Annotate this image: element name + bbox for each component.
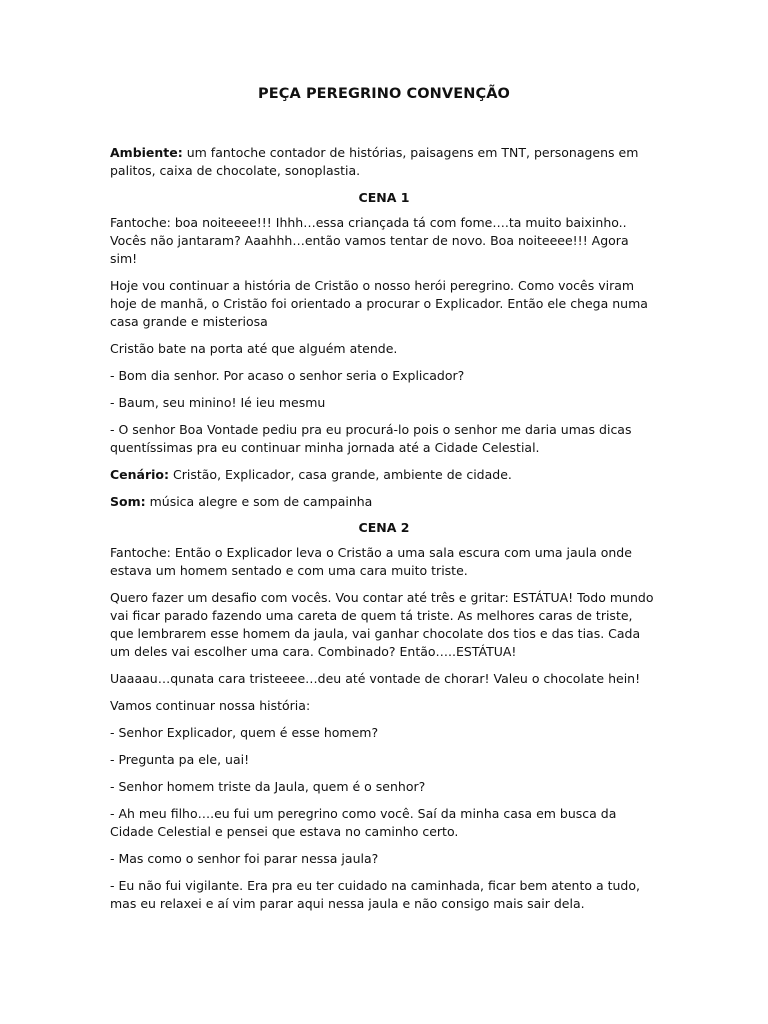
dialogue-line: - Senhor homem triste da Jaula, quem é o senhor? [110, 779, 426, 794]
paragraph: Vamos continuar nossa história: [110, 698, 311, 713]
dialogue-line: - Pregunta pa ele, uai! [110, 752, 250, 767]
scene-heading-2: CENA 2 [358, 520, 410, 535]
cenario-paragraph [110, 466, 658, 484]
ambiente-paragraph [110, 144, 658, 180]
cenario-text: Cristão, Explicador, casa grande, ambiente de cidade. [169, 467, 512, 482]
paragraph: Hoje vou continuar a história de Cristão o nosso herói peregrino. Como vocês viram hoje de manhã, o Cristão foi orientado a procurar o Explicador. Então ele chega numa casa grande e misteriosa [110, 278, 648, 329]
dialogue-line: - Eu não fui vigilante. Era pra eu ter cuidado na caminhada, ficar bem atento a tudo, mas eu relaxei e aí vim parar aqui nessa jaula e não consigo mais sair dela. [110, 878, 640, 911]
scene-heading-1: CENA 1 [358, 190, 410, 205]
fantoche-label: Fantoche: [110, 215, 171, 230]
dialogue-line: - Ah meu filho….eu fui um peregrino como você. Saí da minha casa em busca da Cidade Celestial e pensei que estava no caminho certo. [110, 806, 617, 839]
fantoche-text: boa noiteeee!!! Ihhh…essa criançada tá com fome….ta muito baixinho.. Vocês não jantaram? Aaahhh…então vamos tentar de novo. Boa noiteeee!!! Agora sim! [110, 215, 629, 266]
paragraph: Quero fazer um desafio com vocês. Vou contar até três e gritar: ESTÁTUA! Todo mundo vai ficar parado fazendo uma careta de quem tá triste. As melhores caras de triste, que lembrarem esse homem da jaula, vai ganhar chocolate dos tios e das tias. Cada um deles vai escolher uma cara. Combinado? Então…..ESTÁTUA! [110, 590, 654, 659]
ambiente-label: Ambiente: [110, 145, 183, 160]
som-paragraph [110, 493, 658, 511]
paragraph: Cristão bate na porta até que alguém atende. [110, 341, 398, 356]
paragraph: Fantoche: Então o Explicador leva o Cristão a uma sala escura com uma jaula onde estava um homem sentado e com uma cara muito triste. [110, 545, 632, 578]
document-title: PEÇA PEREGRINO CONVENÇÃO [258, 86, 510, 102]
dialogue-line: - Senhor Explicador, quem é esse homem? [110, 725, 379, 740]
som-label: Som: [110, 494, 146, 509]
cenario-label: Cenário: [110, 467, 170, 482]
ambiente-text: um fantoche contador de histórias, paisagens em TNT, personagens em palitos, caixa de chocolate, sonoplastia. [110, 145, 639, 178]
paragraph: Uaaaau…qunata cara tristeeee…deu até vontade de chorar! Valeu o chocolate hein! [110, 671, 641, 686]
som-text: música alegre e som de campainha [145, 494, 373, 509]
dialogue-line: - Mas como o senhor foi parar nessa jaula? [110, 851, 379, 866]
dialogue-line: - Bom dia senhor. Por acaso o senhor seria o Explicador? [110, 368, 465, 383]
fantoche-paragraph [110, 214, 658, 268]
dialogue-line: - Baum, seu minino! Ié ieu mesmu [110, 395, 326, 410]
dialogue-line: - O senhor Boa Vontade pediu pra eu procurá-lo pois o senhor me daria umas dicas quentíssimas pra eu continuar minha jornada até a Cidade Celestial. [110, 422, 632, 455]
